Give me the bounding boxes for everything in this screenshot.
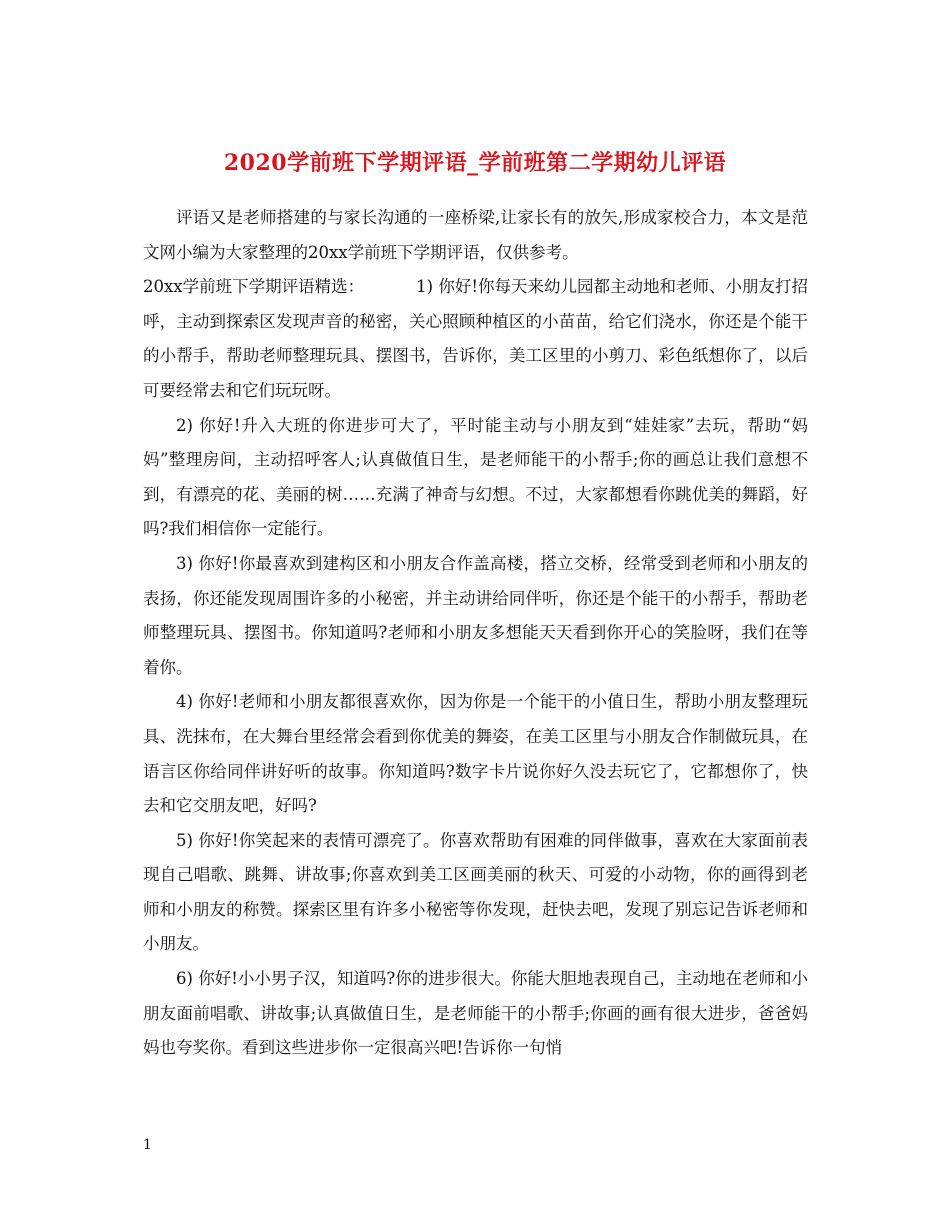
section-label: 20xx学前班下学期评语精选： [143,277,365,297]
comment-paragraph-2: 2) 你好!升入大班的你进步可大了，平时能主动与小朋友到“娃娃家”去玩，帮助“妈妈”整理房间，主动招呼客人;认真做值日生，是老师能干的小帮手;你的画总让我们意想不到，有漂亮的花、美丽的树……充满了神奇与幻想。不过，大家都想看你跳优美的舞蹈，好吗?我们相信你一定能行。 [143,415,808,539]
document-body [143,201,808,1066]
comment-paragraph-6: 6) 你好!小小男子汉，知道吗?你的进步很大。你能大胆地表现自己，主动地在老师和小朋友面前唱歌、讲故事;认真做值日生，是老师能干的小帮手;你画的画有很大进步，爸爸妈妈也夸奖你。看到这些进步你一定很高兴吧!告诉你一句悄 [143,969,808,1058]
intro-paragraph: 评语又是老师搭建的与家长沟通的一座桥梁,让家长有的放矢,形成家校合力，本文是范文网小编为大家整理的20xx学前班下学期评语，仅供参考。 [143,208,808,262]
section-paragraph [143,270,808,408]
comment-paragraph-4: 4) 你好!老师和小朋友都很喜欢你，因为你是一个能干的小值日生，帮助小朋友整理玩具、洗抹布，在大舞台里经常会看到你优美的舞姿，在美工区里与小朋友合作制做玩具，在语言区你给同伴讲好听的故事。你知道吗?数字卡片说你好久没去玩它了，它都想你了，快去和它交朋友吧，好吗? [143,692,808,816]
comment-paragraph-3: 3) 你好!你最喜欢到建构区和小朋友合作盖高楼，搭立交桥，经常受到老师和小朋友的表扬，你还能发现周围许多的小秘密，并主动讲给同伴听，你还是个能干的小帮手，帮助老师整理玩具、摆图书。你知道吗?老师和小朋友多想能天天看到你开心的笑脸呀，我们在等着你。 [143,553,808,677]
page-number: 1 [143,1137,152,1153]
comment-paragraph-1: 1) 你好!你每天来幼儿园都主动地和老师、小朋友打招呼，主动到探索区发现声音的秘密，关心照顾种植区的小苗苗，给它们浇水，你还是个能干的小帮手，帮助老师整理玩具、摆图书，告诉你，美工区里的小剪刀、彩色纸想你了，以后可要经常去和它们玩玩呀。 [143,277,809,400]
comment-paragraph-5: 5) 你好!你笑起来的表情可漂亮了。你喜欢帮助有困难的同伴做事，喜欢在大家面前表现自己唱歌、跳舞、讲故事;你喜欢到美工区画美丽的秋天、可爱的小动物，你的画得到老师和小朋友的称赞。探索区里有许多小秘密等你发现，赶快去吧，发现了别忘记告诉老师和小朋友。 [143,830,808,954]
document-title: 2020学前班下学期评语_学前班第二学期幼儿评语 [223,149,727,176]
